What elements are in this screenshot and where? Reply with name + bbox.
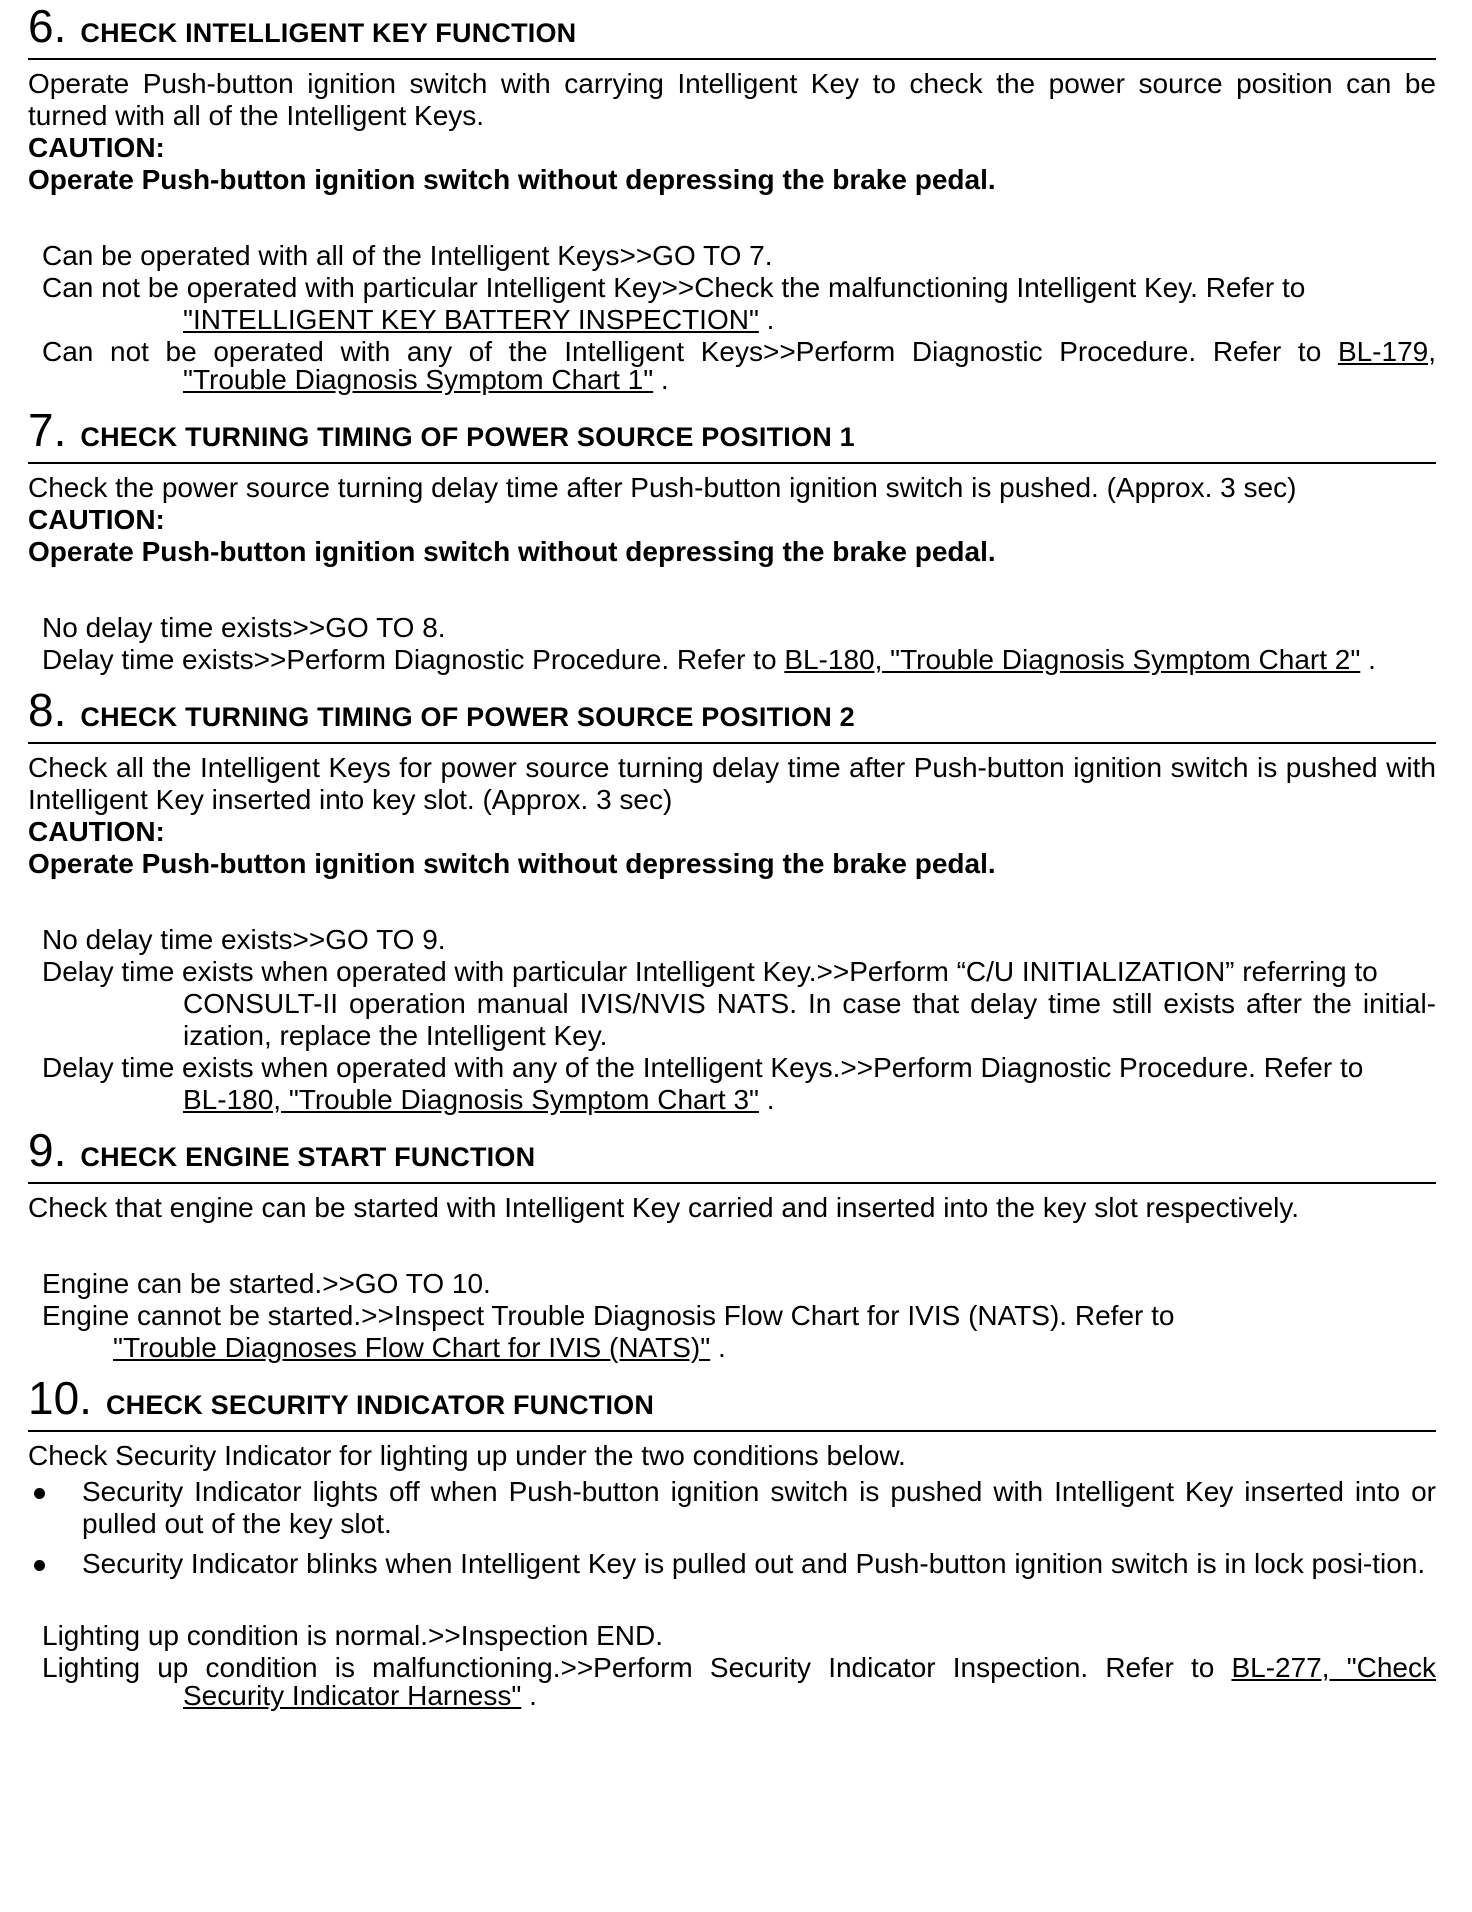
document-page [28,0,1436,1720]
list-item [28,1548,1436,1580]
step-instruction: Check that engine can be started with Intelligent Key carried and inserted into the key slot respectively. [28,1192,1300,1223]
step-7-header [28,404,1436,464]
result-tail: . [758,304,775,335]
step-9-section [28,1124,1436,1364]
reference-link[interactable]: "INTELLIGENT KEY BATTERY INSPECTION" [183,304,759,335]
result-tail: . [521,1680,537,1711]
reference-link[interactable]: BL-277, "Check [1231,1652,1436,1683]
result-continuation [42,364,1436,396]
result-text: Delay time exists>>Perform Diagnostic Procedure. Refer to [42,644,777,675]
bullet-text: Security Indicator lights off when Push-button ignition switch is pushed with Intelligent Key inserted into or pulled out of the key slot. [82,1476,1436,1539]
results-list [28,1620,1436,1712]
result-item [42,644,1436,676]
step-instruction: Check Security Indicator for lighting up under the two conditions below. [28,1440,906,1471]
results-list [28,924,1436,1116]
result-tail: . [1360,644,1376,675]
result-continuation [42,1680,1436,1712]
step-instruction: Operate Push-button ignition switch with carrying Intelligent Key to check the power source position can be turned with all of the Intelligent Keys. [28,68,1436,131]
result-continuation [42,1332,1436,1364]
result-continuation [42,304,1436,336]
step-title: CHECK TURNING TIMING OF POWER SOURCE POSITION 2 [80,702,855,732]
results-list [28,612,1436,676]
result-item [42,364,1436,396]
result-continuation: CONSULT-II operation manual IVIS/NVIS NATS. In case that delay time still exists after the initial-ization, replace the Intelligent Key. [183,988,1436,1051]
caution-text: Operate Push-button ignition switch without depressing the brake pedal. [28,536,996,567]
result-text: Can be operated with all of the Intelligent Keys>>GO TO 7. [42,240,773,271]
result-item [42,924,1436,956]
result-item [42,240,1436,272]
step-title: CHECK ENGINE START FUNCTION [80,1142,536,1172]
result-item [42,1268,1436,1300]
step-number: 10. [28,1372,92,1424]
list-item [28,1476,1436,1540]
caution-text: Operate Push-button ignition switch without depressing the brake pedal. [28,848,996,879]
reference-link[interactable]: BL-180, "Trouble Diagnosis Symptom Chart 2" [784,644,1361,675]
result-text: No delay time exists>>GO TO 9. [42,924,446,955]
step-10-header [28,1372,1436,1432]
step-6-header [28,0,1436,60]
step-title: CHECK INTELLIGENT KEY FUNCTION [80,18,577,48]
step-title: CHECK SECURITY INDICATOR FUNCTION [105,1390,655,1420]
step-instruction: Check all the Intelligent Keys for power source turning delay time after Push-button ignition switch is pushed with Intelligent Key inserted into key slot. (Approx. 3 sec) [28,752,1436,815]
bullet-text: Security Indicator blinks when Intelligent Key is pulled out and Push-button ignition switch is in lock posi-tion. [82,1548,1426,1579]
reference-link[interactable]: BL-179, [1337,336,1437,367]
step-7-section [28,404,1436,676]
step-9-header [28,1124,1436,1184]
step-number: 9. [28,1124,67,1176]
step-number: 6. [28,0,67,52]
result-text: No delay time exists>>GO TO 8. [42,612,446,643]
result-text: Engine cannot be started.>>Inspect Trouble Diagnosis Flow Chart for IVIS (NATS). Refer to [42,1300,1175,1331]
caution-label: CAUTION: [28,504,165,535]
step-number: 8. [28,684,67,736]
step-8-header [28,684,1436,744]
result-item [42,1620,1436,1652]
step-8-section [28,684,1436,1116]
reference-link[interactable]: "Trouble Diagnoses Flow Chart for IVIS (NATS)" [113,1332,711,1363]
result-item [42,1300,1436,1364]
caution-label: CAUTION: [28,132,165,163]
step-number: 7. [28,404,67,456]
reference-link[interactable]: BL-180, "Trouble Diagnosis Symptom Chart 3" [183,1084,759,1115]
step-6-section [28,0,1436,396]
result-item [42,272,1436,336]
result-text: Delay time exists when operated with any of the Intelligent Keys.>>Perform Diagnostic Procedure. Refer to [42,1052,1364,1083]
result-item [42,612,1436,644]
step-10-section [28,1372,1436,1712]
results-list [28,1268,1436,1364]
bullet-icon [34,1560,45,1571]
result-continuation [42,1084,1436,1116]
bullet-icon [34,1488,45,1499]
result-item [42,1052,1436,1116]
result-text: Delay time exists when operated with particular Intelligent Key.>>Perform “C/U INITIALIZATION” referring to [42,956,1378,987]
result-text: Lighting up condition is malfunctioning.>>Perform Security Indicator Inspection. Refer to [42,1652,1215,1683]
reference-link[interactable]: "Trouble Diagnosis Symptom Chart 1" [183,364,654,395]
result-text: Engine can be started.>>GO TO 10. [42,1268,491,1299]
caution-label: CAUTION: [28,816,165,847]
result-tail: . [653,364,669,395]
result-text: Lighting up condition is normal.>>Inspection END. [42,1620,664,1651]
result-text: Can not be operated with particular Intelligent Key>>Check the malfunctioning Intelligent Key. Refer to [42,272,1306,303]
result-tail: . [758,1084,775,1115]
step-title: CHECK TURNING TIMING OF POWER SOURCE POSITION 1 [80,422,855,452]
result-text: Can not be operated with any of the Intelligent Keys>>Perform Diagnostic Procedure. Refer to [42,336,1322,367]
step-instruction: Check the power source turning delay time after Push-button ignition switch is pushed. (Approx. 3 sec) [28,472,1297,503]
result-item [42,1680,1436,1712]
results-list [28,240,1436,396]
condition-list [28,1476,1436,1580]
result-item [42,956,1436,1052]
reference-link[interactable]: Security Indicator Harness" [183,1680,522,1711]
caution-text: Operate Push-button ignition switch without depressing the brake pedal. [28,164,996,195]
result-tail: . [710,1332,726,1363]
